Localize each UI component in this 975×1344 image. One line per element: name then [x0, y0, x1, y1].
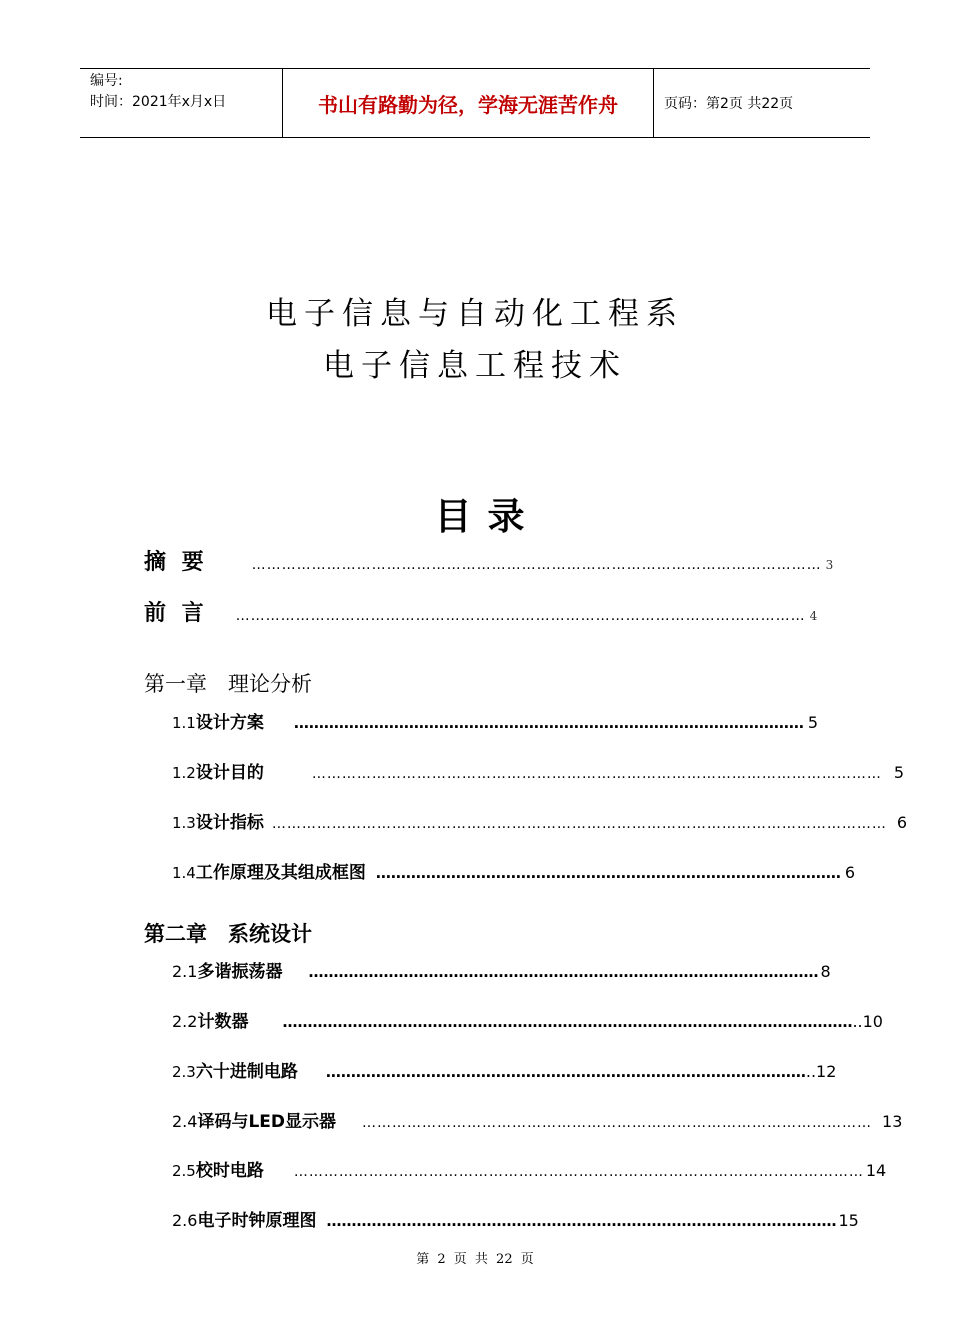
toc-page-number: 6 [896, 813, 908, 832]
toc-leader: ………………………………………………………………………………………… [308, 963, 819, 981]
toc-page-number: 3 [825, 558, 834, 572]
toc-entry-number: 1.1 [172, 714, 196, 732]
toc-leader: …………………………………………………………………………………………………… [282, 1013, 853, 1031]
toc-leader: …………………………………………………………………………………………………… [235, 608, 806, 624]
toc-entry-label: 工作原理及其组成框图 [195, 863, 366, 883]
toc-entry-1-1[interactable] [172, 708, 819, 733]
toc-entry-number: 2.4 [172, 1112, 198, 1131]
toc-leader: ………………………………………………………………………………… [375, 864, 841, 882]
toc-page-number: 15 [838, 1211, 859, 1230]
toc-entry-number: 2.1 [172, 962, 198, 981]
toc-page-number: ..10 [852, 1012, 883, 1031]
toc-entry-label: 设计指标 [195, 813, 264, 833]
toc-entry-label: 电子时钟原理图 [197, 1211, 317, 1231]
toc-entry-label: 译码与LED显示器 [197, 1112, 337, 1132]
toc-entry-number: 2.2 [172, 1012, 198, 1031]
toc-entry-1-3[interactable] [172, 808, 908, 833]
toc-entry-label: 六十进制电路 [195, 1062, 298, 1082]
toc-page-number: 5 [893, 763, 905, 782]
toc-entry-2-1[interactable] [172, 957, 831, 982]
toc-entry-2-5[interactable] [172, 1156, 887, 1181]
toc-entry-2-6[interactable] [172, 1206, 859, 1231]
header-page-info: 页码：第2页 共22页 [664, 96, 794, 112]
toc-page-number: 13 [882, 1112, 903, 1131]
toc-entry-number: 2.6 [172, 1211, 198, 1230]
toc-leader: …………………………………………………………………………………………………… [311, 766, 882, 782]
toc-entry-number: 1.3 [172, 814, 196, 832]
toc-leader: ………………………………………………………………………………………… [293, 714, 804, 732]
toc-leader: …………………………………………………………………………………………………… [251, 557, 822, 573]
department-title: 电子信息与自动化工程系 [266, 296, 684, 332]
toc-entry-label: 前 言 [144, 601, 208, 626]
toc-title: 目录 [434, 495, 541, 538]
major-title: 电子信息工程技术 [323, 348, 627, 384]
chapter-2-title: 第二章 系统设计 [144, 922, 312, 946]
header-motto: 书山有路勤为径，学海无涯苦作舟 [282, 69, 654, 137]
toc-leader: …………………………………………………………………………………………………… [293, 1164, 864, 1180]
toc-entry-2-3[interactable] [172, 1057, 837, 1082]
toc-entry-number: 2.3 [172, 1063, 196, 1081]
toc-leader: …………………………………………………………………………………………………………… [271, 816, 887, 832]
toc-leader: ………………………………………………………………………………………… [326, 1212, 837, 1230]
toc-entry-2-2[interactable] [172, 1007, 883, 1032]
toc-entry-label: 设计方案 [195, 713, 264, 733]
document-header [80, 68, 870, 138]
toc-page-number: 6 [844, 863, 856, 882]
toc-entry-1-4[interactable] [172, 858, 856, 883]
toc-entry-preface[interactable] [144, 596, 818, 627]
toc-page-number: 14 [865, 1161, 887, 1180]
toc-page-number: ..12 [805, 1062, 837, 1081]
toc-page-number: 8 [820, 962, 831, 981]
header-number-label: 编号: [90, 73, 123, 89]
toc-entry-label: 摘 要 [144, 550, 208, 575]
toc-entry-abstract[interactable] [144, 545, 834, 576]
toc-leader: ………………………………………………………………………………………… [362, 1115, 873, 1131]
page-footer: 第 2 页 共 22 页 [416, 1252, 534, 1267]
toc-entry-2-4[interactable] [172, 1107, 903, 1132]
toc-entry-label: 校时电路 [195, 1161, 264, 1181]
toc-page-number: 4 [809, 609, 818, 623]
toc-entry-label: 多谐振荡器 [197, 962, 283, 982]
header-meta [80, 69, 282, 137]
toc-entry-label: 计数器 [197, 1012, 249, 1032]
toc-entry-number: 2.5 [172, 1162, 196, 1180]
chapter-1-title: 第一章 理论分析 [144, 672, 312, 696]
toc-entry-label: 设计目的 [195, 763, 264, 783]
toc-leader: …………………………………………………………………………………… [325, 1063, 806, 1081]
toc-entry-number: 1.4 [172, 864, 196, 882]
toc-entry-number: 1.2 [172, 764, 196, 782]
toc-entry-1-2[interactable] [172, 758, 905, 783]
toc-page-number: 5 [807, 713, 819, 732]
header-time-label: 时间：2021年x月x日 [90, 94, 227, 110]
